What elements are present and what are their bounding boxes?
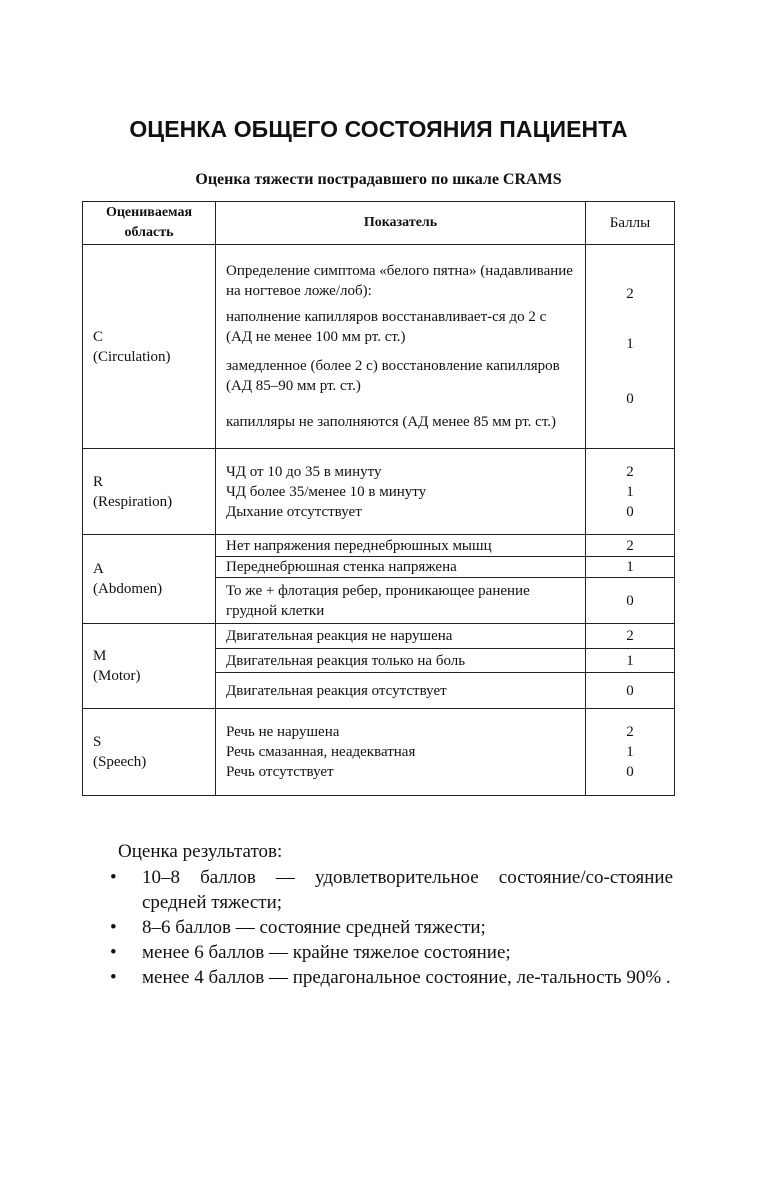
row-abdomen-1 — [83, 535, 675, 557]
row-speech — [83, 709, 675, 796]
points-value: 2 — [586, 624, 675, 649]
indicator-text: Двигательная реакция не нарушена — [216, 624, 586, 649]
list-item — [110, 940, 673, 965]
indicator-text: Переднебрюшная стенка напряжена — [216, 557, 586, 578]
area-code: R — [93, 473, 104, 490]
area-code: A — [93, 561, 104, 577]
area-abdomen — [83, 535, 216, 624]
header-row — [83, 202, 675, 245]
row-circulation — [83, 245, 675, 449]
indicator-text: Речь смазанная, неадекватная — [226, 744, 416, 760]
list-item — [110, 915, 673, 940]
area-circulation — [83, 245, 216, 449]
points-value: 1 — [626, 483, 634, 500]
area-motor — [83, 624, 216, 709]
crams-table — [82, 201, 675, 796]
points-circulation — [586, 245, 675, 449]
list-item-text: менее 6 баллов — крайне тяжелое состояние; — [142, 942, 511, 963]
area-respiration — [83, 449, 216, 535]
points-respiration — [586, 449, 675, 535]
indicator-respiration — [216, 449, 586, 535]
indicator-text: Речь не нарушена — [226, 724, 340, 740]
header-points: Баллы — [586, 202, 675, 245]
header-area: Оцениваемая область — [83, 202, 216, 245]
area-name: (Abdomen) — [93, 581, 163, 597]
results-heading: Оценка результатов: — [118, 841, 283, 862]
points-value: 0 — [626, 764, 634, 780]
points-value: 1 — [586, 649, 675, 673]
list-item — [110, 865, 673, 915]
list-item-text: менее 4 баллов — предагональное состояние, ле-тальность 90% . — [142, 967, 671, 988]
bullet: • — [110, 867, 117, 888]
indicator-text: ЧД от 10 до 35 в минуту — [226, 463, 382, 480]
indicator-text: Нет напряжения переднебрюшных мышц — [216, 535, 586, 557]
points-value: 2 — [586, 535, 675, 557]
indicator-text: То же + флотация ребер, проникающее ранение грудной клетки — [216, 578, 586, 624]
list-item-text: 10–8 баллов — удовлетворительное состояние/со-стояние средней тяжести; — [142, 867, 673, 913]
points-speech — [586, 709, 675, 796]
indicator-speech — [216, 709, 586, 796]
points-value: 0 — [586, 578, 675, 624]
bullet: • — [110, 942, 117, 963]
indicator-text: наполнение капилляров восстанавливает-ся до 2 с (АД не менее 100 мм рт. ст.) — [226, 309, 547, 345]
points-value: 1 — [626, 336, 634, 352]
row-respiration — [83, 449, 675, 535]
page-title: ОЦЕНКА ОБЩЕГО СОСТОЯНИЯ ПАЦИЕНТА — [129, 116, 628, 142]
results-list — [110, 865, 673, 990]
points-value: 2 — [626, 286, 634, 302]
points-value: 2 — [626, 724, 634, 740]
points-value: 0 — [626, 503, 634, 520]
points-value: 1 — [626, 744, 634, 760]
indicator-text: ЧД более 35/менее 10 в минуту — [226, 483, 427, 500]
area-name: (Respiration) — [93, 493, 173, 510]
area-name: (Speech) — [93, 754, 147, 770]
area-code: S — [93, 734, 102, 750]
area-speech — [83, 709, 216, 796]
indicator-text: замедленное (более 2 с) восстановление капилляров (АД 85–90 мм рт. ст.) — [226, 358, 560, 394]
indicator-intro: Определение симптома «белого пятна» (надавливание на ногтевое ложе/лоб): — [226, 263, 573, 299]
points-value: 1 — [586, 557, 675, 578]
results-section — [110, 839, 673, 990]
area-code: C — [93, 328, 104, 345]
bullet: • — [110, 967, 117, 988]
table-caption: Оценка тяжести пострадавшего по шкале CRAMS — [195, 171, 562, 188]
area-code: M — [93, 648, 107, 664]
points-value: 0 — [626, 391, 634, 407]
area-name: (Motor) — [93, 668, 141, 684]
list-item — [110, 965, 673, 990]
area-name: (Circulation) — [93, 348, 171, 365]
list-item-text: 8–6 баллов — состояние средней тяжести; — [142, 917, 486, 938]
indicator-circulation — [216, 245, 586, 449]
indicator-text: Речь отсутствует — [226, 764, 334, 780]
indicator-text: капилляры не заполняются (АД менее 85 мм рт. ст.) — [226, 414, 556, 430]
indicator-text: Двигательная реакция отсутствует — [216, 673, 586, 709]
row-motor-1 — [83, 624, 675, 649]
points-value: 2 — [626, 463, 634, 480]
bullet: • — [110, 917, 117, 938]
indicator-text: Дыхание отсутствует — [226, 503, 362, 520]
points-value: 0 — [586, 673, 675, 709]
indicator-text: Двигательная реакция только на боль — [216, 649, 586, 673]
header-indicator: Показатель — [216, 202, 586, 245]
